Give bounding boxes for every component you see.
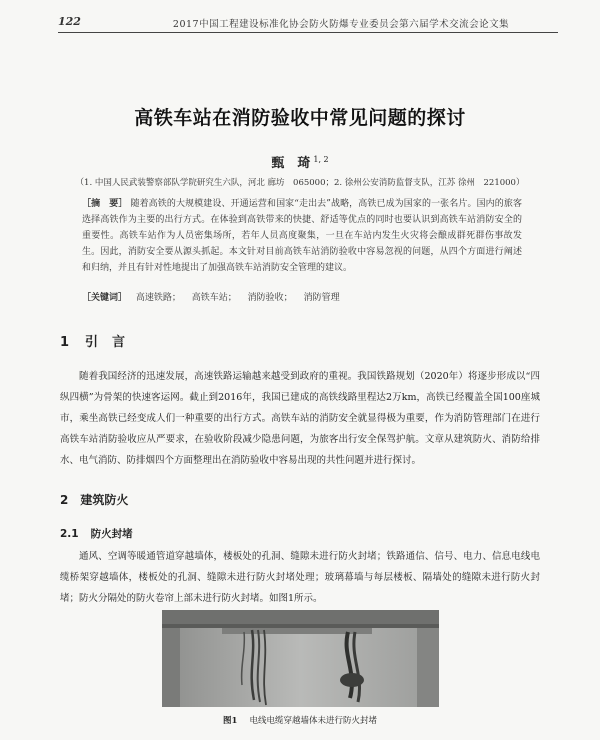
keyword: 消防管理 bbox=[303, 293, 340, 303]
section-title: 建筑防火 bbox=[80, 493, 129, 507]
section-number: 2 bbox=[60, 493, 69, 507]
author-affiliation-marks: 1, 2 bbox=[313, 154, 329, 164]
author-affiliation: （1. 中国人民武装警察部队学院研究生六队，河北 廊坊 065000；2. 徐州公安消防监督支队，江苏 徐州 221000） bbox=[75, 178, 525, 188]
keyword: 消防验收； bbox=[247, 293, 293, 303]
figure-caption-text: 电线电缆穿越墙体未进行防火封堵 bbox=[249, 716, 377, 726]
subsection-title: 防火封堵 bbox=[90, 528, 133, 540]
author-line bbox=[0, 152, 600, 171]
abstract-label: ［摘 要］ bbox=[82, 199, 128, 209]
keyword: 高铁车站； bbox=[191, 293, 237, 303]
running-header bbox=[58, 12, 558, 33]
introduction-paragraph: 随着我国经济的迅速发展，高速铁路运输越来越受到政府的重视。我国铁路规划（2020年）将逐步形成以“四纵四横”为骨架的快速客运网。截止到2016年，我国已建成的高铁线路里程达2万km，高铁已经覆盖全国100座城市，乘坐高铁已经变成人们一种重要的出行方式。高铁车站的消防安全就显得极为重要，作为消防管理部门在进行高铁车站消防验收应从严要求，在验收阶段减少隐患问题，为旅客出行安全保驾护航。文章从建筑防火、消防给排水、电气消防、防排烟四个方面整理出在消防验收中容易出现的共性问题并进行探讨。 bbox=[60, 371, 540, 466]
abstract-text: 随着高铁的大规模建设、开通运营和国家“走出去”战略，高铁已成为国家的一张名片。国内的旅客选择高铁作为主要的出行方式。在体验到高铁带来的快捷、舒适等优点的同时也要认识到高铁车站消防安全的重要性。高铁车站作为人员密集场所，若年人员高度聚集，一旦在车站内发生火灾将会酿成群死群伤事故发生。因此，消防安全要从源头抓起。本文针对目前高铁车站消防验收中容易忽视的问题，从四个方面进行阐述和归纳，并且有针对性地提出了加强高铁车站消防安全管理的建议。 bbox=[82, 199, 522, 273]
section-heading-building-fire-protection bbox=[60, 491, 128, 508]
section-title: 引言 bbox=[85, 335, 140, 350]
journal-title: 2017中国工程建设标准化协会防火防爆专业委员会第六届学术交流会论文集 bbox=[172, 19, 510, 30]
article-title: 高铁车站在消防验收中常见问题的探讨 bbox=[134, 107, 466, 129]
author-name: 甄 琦 bbox=[271, 156, 311, 171]
keywords-label: ［关键词］ bbox=[82, 293, 128, 303]
subsection-heading-fire-sealing bbox=[60, 526, 133, 541]
section-heading-introduction bbox=[60, 331, 139, 350]
figure-1-photo bbox=[162, 610, 439, 707]
section-number: 1 bbox=[60, 335, 70, 350]
photo-cable-penetration bbox=[162, 610, 439, 707]
figure-label: 图1 bbox=[223, 716, 238, 726]
figure-1-caption bbox=[0, 714, 600, 726]
abstract bbox=[82, 196, 522, 276]
keywords bbox=[82, 290, 522, 303]
page-number: 122 bbox=[58, 15, 81, 28]
keyword: 高速铁路； bbox=[135, 293, 181, 303]
fire-sealing-paragraph: 通风、空调等暖通管道穿越墙体，楼板处的孔洞、缝隙未进行防火封堵；铁路通信、信号、电力、信息电线电缆桥架穿越墙体，楼板处的孔洞、缝隙未进行防火封堵处理；玻璃幕墙与每层楼板、隔墙处的缝隙未进行防火封堵；防火分隔处的防火卷帘上部未进行防火封堵。如图1所示。 bbox=[60, 551, 540, 604]
subsection-number: 2.1 bbox=[60, 528, 79, 540]
